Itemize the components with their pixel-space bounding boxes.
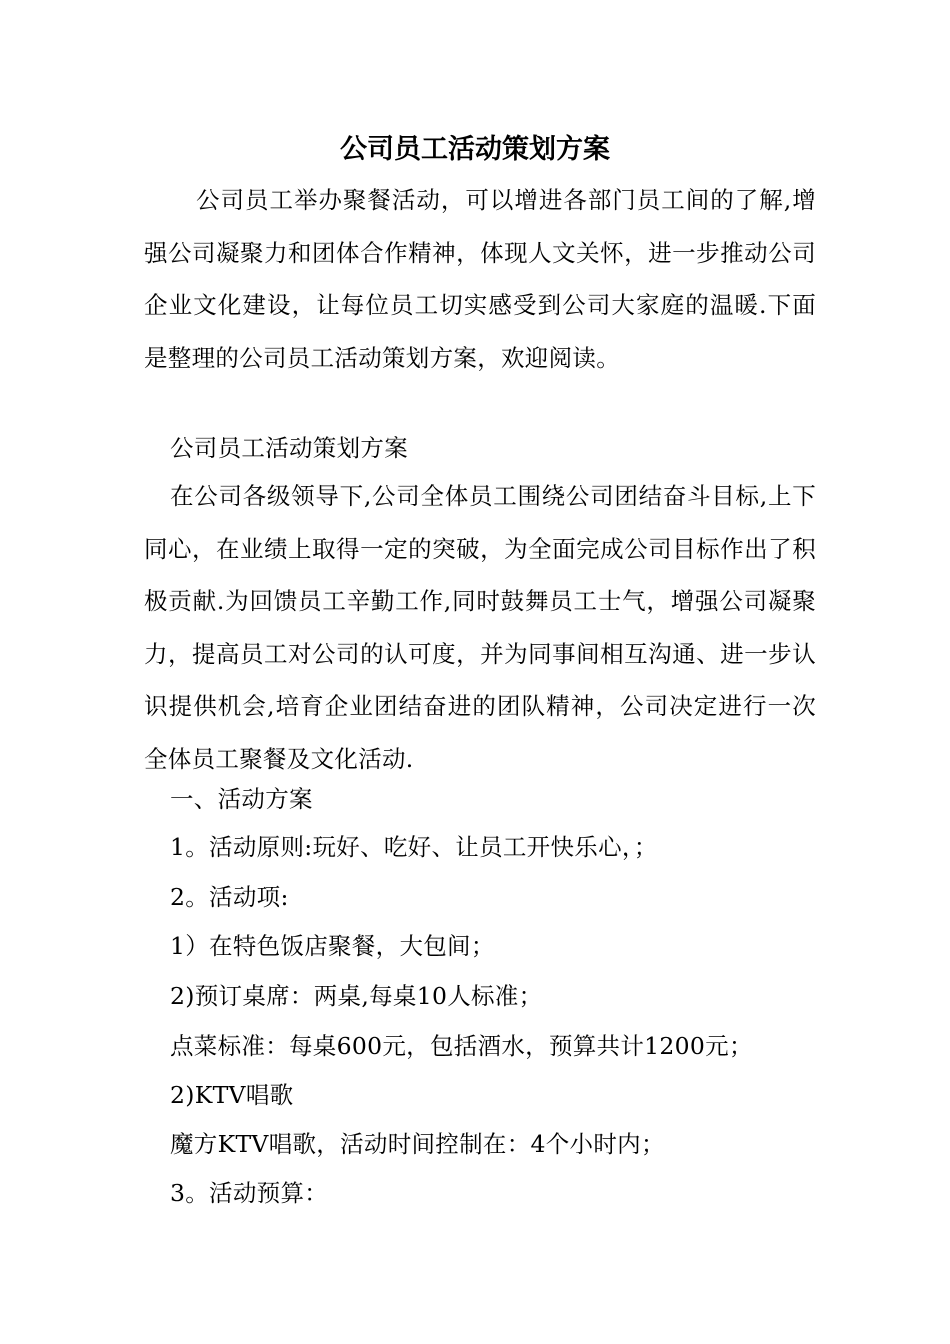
list-item-activities: 2。活动项:	[170, 883, 289, 911]
list-item-ktv: 2)KTV唱歌	[170, 1081, 294, 1109]
document-title: 公司员工活动策划方案	[340, 134, 610, 165]
list-item-budget: 3。活动预算：	[170, 1179, 329, 1207]
section-subtitle: 公司员工活动策划方案	[170, 434, 408, 462]
list-item-dinner: 1）在特色饭店聚餐，大包间；	[170, 932, 495, 960]
section-heading-activity-plan: 一、活动方案	[170, 785, 313, 813]
list-item-ktv-time: 魔方KTV唱歌，活动时间控制在：4个小时内；	[170, 1130, 665, 1158]
intro-paragraph: 公司员工举办聚餐活动，可以增进各部门员工间的了解,增强公司凝聚力和团体合作精神，体现人文关怀，进一步推动公司企业文化建设，让每位员工切实感受到公司大家庭的温暖.下面是整理的公司员工活动策划方案，欢迎阅读。	[144, 186, 816, 372]
list-item-tables: 2)预订桌席：两桌,每桌10人标准；	[170, 982, 543, 1010]
list-item-principle: 1。活动原则:玩好、吃好、让员工开快乐心，；	[170, 833, 658, 861]
body-paragraph: 在公司各级领导下,公司全体员工围绕公司团结奋斗目标,上下同心，在业绩上取得一定的突破，为全面完成公司目标作出了积极贡献.为回馈员工辛勤工作,同时鼓舞员工士气，增强公司凝聚力，提高员工对公司的认可度，并为同事间相互沟通、进一步认识提供机会,培育企业团结奋进的团队精神，公司决定进行一次全体员工聚餐及文化活动.	[144, 482, 816, 773]
list-item-menu-standard: 点菜标准：每桌600元，包括酒水，预算共计1200元；	[170, 1032, 753, 1060]
